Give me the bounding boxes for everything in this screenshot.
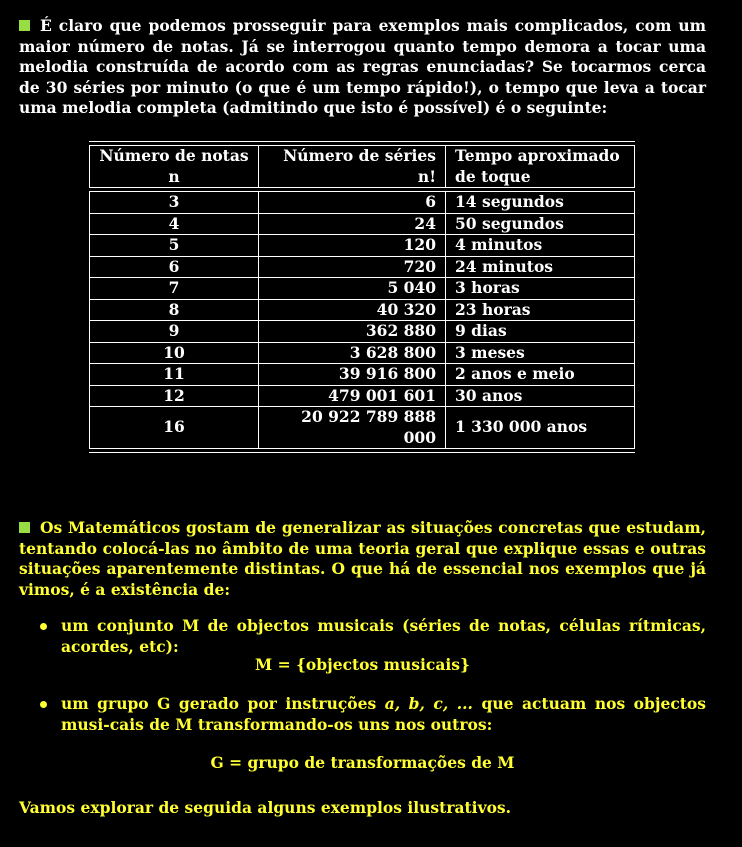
cell-series: 720: [259, 256, 446, 278]
table-row: [90, 299, 635, 321]
cell-series: 20 922 789 888 000: [259, 407, 446, 449]
section2-text: Os Matemáticos gostam de generalizar as situações concretas que estudam, tentando colocá-las no âmbito de uma teoria geral que explique essas e outras situações aparentemente distintas. O que há de essencial nos exemplos que já vimos, é a existência de:: [19, 518, 706, 599]
cell-notes: 8: [90, 299, 259, 321]
table-row: [90, 235, 635, 257]
header-notes: Número de notas n: [90, 146, 259, 188]
formula-set-m: M = {objectos musicais}: [255, 655, 470, 674]
table-row: [90, 278, 635, 300]
cell-time: 1 330 000 anos: [446, 407, 635, 449]
cell-time: 50 segundos: [446, 213, 635, 235]
square-bullet-icon: [19, 522, 30, 533]
item-text: um grupo G gerado por instruções a, b, c, ... que actuam nos objectos musi-cais de M transformando-os uns nos outros:: [61, 694, 706, 734]
cell-notes: 9: [90, 321, 259, 343]
cell-time: 24 minutos: [446, 256, 635, 278]
cell-series: 120: [259, 235, 446, 257]
cell-time: 23 horas: [446, 299, 635, 321]
bullet-dot-icon: [40, 701, 47, 708]
cell-series: 39 916 800: [259, 364, 446, 386]
table-row: [90, 213, 635, 235]
formula-group-g: G = grupo de transformações de M: [210, 753, 515, 772]
square-bullet-icon: [19, 20, 30, 31]
table-row: [90, 256, 635, 278]
cell-notes: 16: [90, 407, 259, 449]
cell-notes: 4: [90, 213, 259, 235]
header-series: Número de séries n!: [259, 146, 446, 188]
table-row: [90, 385, 635, 407]
cell-notes: 5: [90, 235, 259, 257]
header-time: Tempo aproximado de toque: [446, 146, 635, 188]
cell-series: 5 040: [259, 278, 446, 300]
intro-text: É claro que podemos prosseguir para exemplos mais complicados, com um maior número de notas. Já se interrogou quanto tempo demora a tocar uma melodia construída de acordo com as regras enunciadas? Se tocarmos cerca de 30 séries por minuto (o que é um tempo rápido!), o tempo que leva a tocar uma melodia completa (admitindo que isto é possível) é o seguinte:: [19, 16, 706, 117]
table-row: [90, 407, 635, 449]
cell-time: 30 anos: [446, 385, 635, 407]
table-row: [90, 192, 635, 214]
cell-series: 6: [259, 192, 446, 214]
cell-time: 3 meses: [446, 342, 635, 364]
cell-series: 362 880: [259, 321, 446, 343]
list-item: [40, 694, 706, 735]
item-text: um conjunto M de objectos musicais (séries de notas, células rítmicas, acordes, etc):: [61, 616, 706, 656]
list-item: [40, 616, 706, 657]
cell-notes: 6: [90, 256, 259, 278]
cell-notes: 12: [90, 385, 259, 407]
table-row: [90, 364, 635, 386]
table-row: [90, 321, 635, 343]
cell-time: 14 segundos: [446, 192, 635, 214]
cell-time: 9 dias: [446, 321, 635, 343]
table-row: [90, 342, 635, 364]
cell-notes: 7: [90, 278, 259, 300]
cell-notes: 11: [90, 364, 259, 386]
cell-notes: 10: [90, 342, 259, 364]
cell-series: 479 001 601: [259, 385, 446, 407]
cell-series: 40 320: [259, 299, 446, 321]
cell-time: 4 minutos: [446, 235, 635, 257]
intro-paragraph: [19, 16, 706, 119]
cell-series: 3 628 800: [259, 342, 446, 364]
factorial-table: [89, 141, 635, 453]
section2-paragraph: [19, 518, 706, 600]
cell-time: 3 horas: [446, 278, 635, 300]
cell-notes: 3: [90, 192, 259, 214]
math-instructions: a, b, c, ...: [384, 694, 473, 713]
closing-sentence: Vamos explorar de seguida alguns exemplos ilustrativos.: [19, 798, 512, 817]
bullet-dot-icon: [40, 623, 47, 630]
cell-series: 24: [259, 213, 446, 235]
cell-time: 2 anos e meio: [446, 364, 635, 386]
